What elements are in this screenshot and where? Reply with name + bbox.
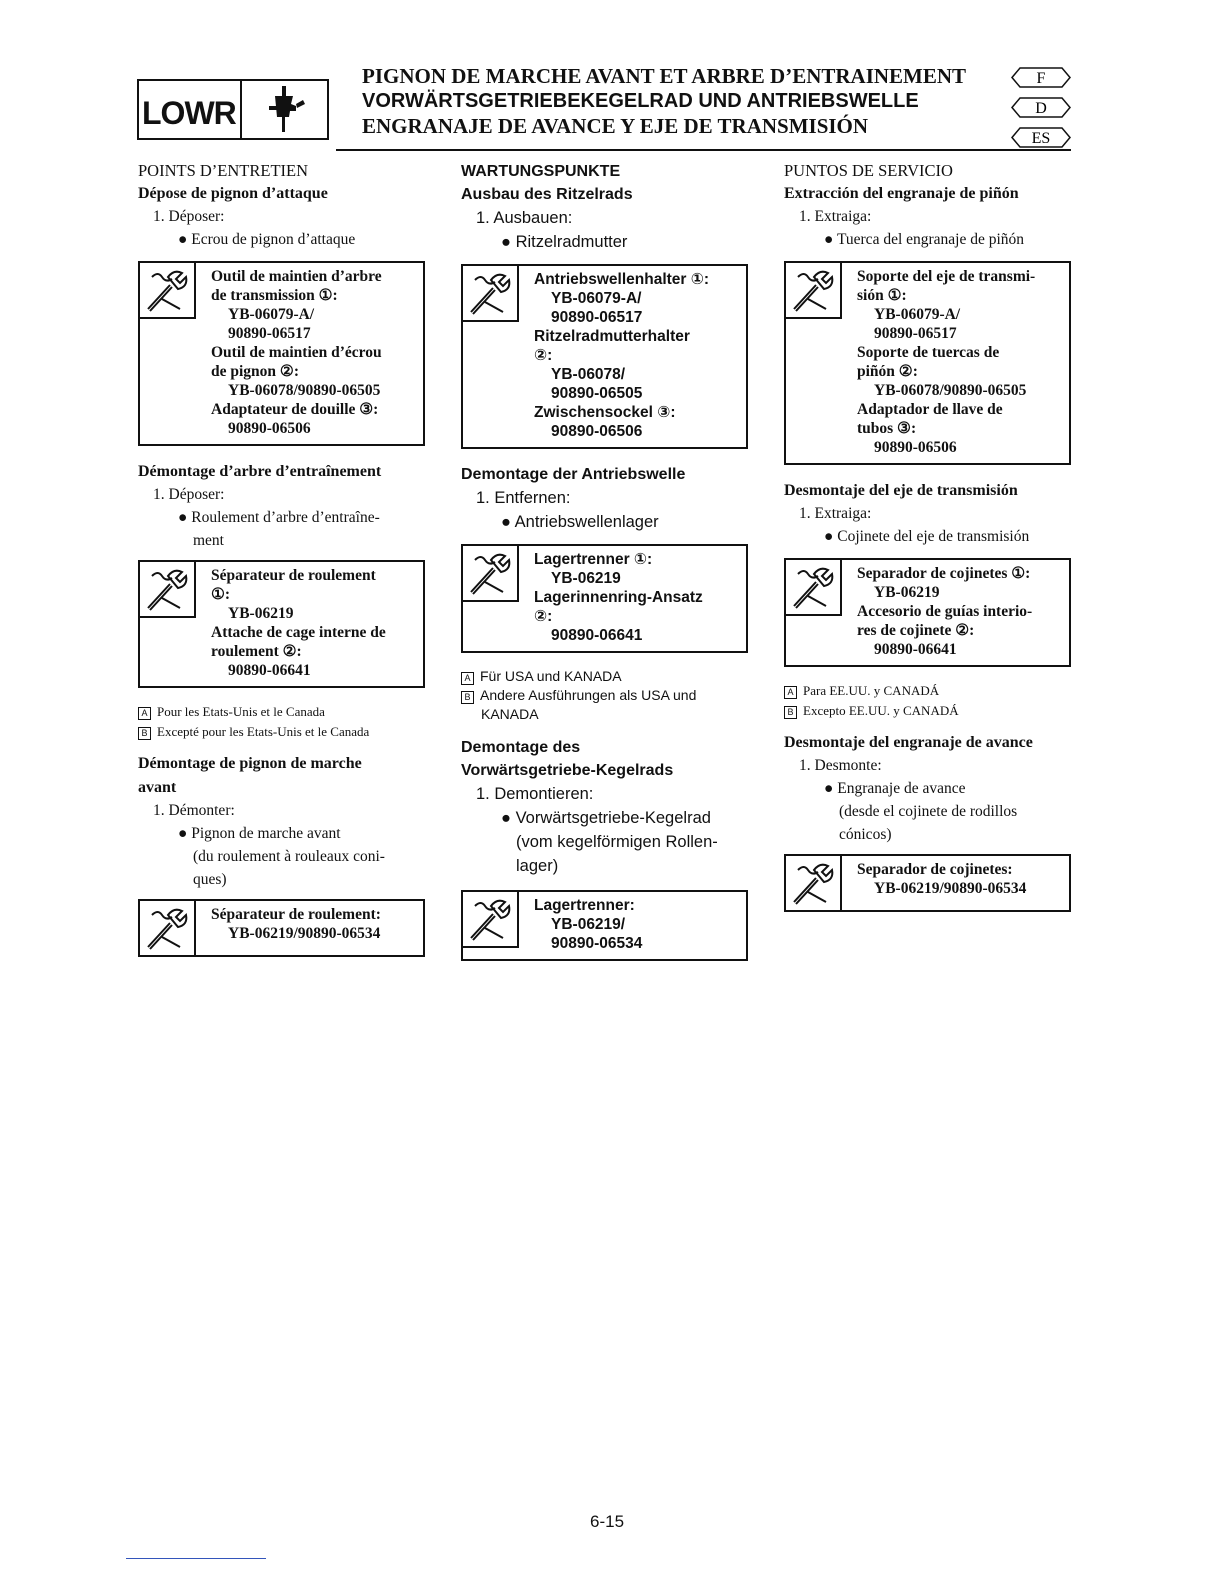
note-mark-a: A xyxy=(138,707,151,720)
tool-part-number: YB-06219/ xyxy=(551,916,626,933)
note-mark-b: B xyxy=(138,727,151,740)
step: 1. Entfernen: xyxy=(476,489,571,507)
tool-part-number: YB-06219/90890-06534 xyxy=(228,925,381,942)
tool-text: Soporte de tuercas de xyxy=(857,344,1000,361)
tool-text: piñón ②: xyxy=(857,363,918,380)
tool-part-number: YB-06219/90890-06534 xyxy=(874,880,1027,897)
tool-part-number: YB-06078/ xyxy=(551,366,626,383)
note-mark-a: A xyxy=(784,686,797,699)
lang-badge-es-label: ES xyxy=(1031,130,1051,147)
note-b: B Excepto EE.UU. y CANADÁ xyxy=(784,701,1074,721)
note-a: A Für USA und KANADA xyxy=(461,667,751,686)
header-rule xyxy=(336,149,1071,151)
tool-part-number: 90890-06641 xyxy=(228,662,311,679)
tool-part-number: YB-06219 xyxy=(874,584,940,601)
note-b: B Andere Ausführungen als USA und xyxy=(461,686,751,705)
tool-part-number: YB-06079-A/ xyxy=(874,306,961,323)
wrench-tool-icon xyxy=(786,263,842,319)
tool-text: ①: xyxy=(211,586,231,603)
note-a: A Pour les Etats-Unis et le Canada xyxy=(138,702,428,722)
wrench-tool-icon xyxy=(786,856,842,912)
tool-part-number: 90890-06641 xyxy=(551,627,643,644)
tool-part-number: YB-06078/90890-06505 xyxy=(874,382,1027,399)
tool-text: de pignon ②: xyxy=(211,363,299,380)
tool-text: Outil de maintien d’arbre xyxy=(211,268,382,285)
column-spanish xyxy=(784,160,1074,926)
tool-part-number: 90890-06517 xyxy=(551,309,643,326)
section-badge xyxy=(137,79,329,140)
section-heading: Démontage de pignon de marche avant xyxy=(138,755,362,796)
tool-text: tubos ③: xyxy=(857,420,917,437)
tool-text: Separador de cojinetes: xyxy=(857,861,1013,878)
step: 1. Extraiga: xyxy=(799,505,872,522)
special-tool-box xyxy=(784,854,1071,912)
notes xyxy=(138,702,428,742)
tool-part-number: YB-06219 xyxy=(228,605,294,622)
tool-text: Separador de cojinetes ①: xyxy=(857,565,1031,582)
notes xyxy=(461,667,751,724)
section-code: LOWR xyxy=(139,81,242,138)
bullet-item: ● Pignon de marche avant (du roulement à rouleaux coni- ques) xyxy=(178,825,385,888)
tool-text: Lagertrenner ①: xyxy=(534,551,653,568)
special-tool-box xyxy=(784,558,1071,667)
tool-text: ②: xyxy=(534,608,553,625)
title-de: VORWÄRTSGETRIEBEKEGELRAD UND ANTRIEBSWELLE xyxy=(362,90,919,112)
points-heading: POINTS D’ENTRETIEN xyxy=(138,161,309,180)
tool-text: Séparateur de roulement: xyxy=(211,906,381,923)
note-mark-a: A xyxy=(461,672,474,685)
outboard-motor-icon xyxy=(242,81,327,138)
special-tool-box xyxy=(138,899,425,957)
points-heading: PUNTOS DE SERVICIO xyxy=(784,161,953,180)
tool-part-number: 90890-06506 xyxy=(551,423,643,440)
column-german xyxy=(461,160,751,975)
section-heading: Desmontaje del engranaje de avance xyxy=(784,734,1033,751)
lang-badge-d-label: D xyxy=(1035,100,1047,117)
wrench-tool-icon xyxy=(140,901,196,957)
special-tool-box xyxy=(138,261,425,446)
section-heading: Extracción del engranaje de piñón xyxy=(784,185,1019,202)
tool-text: de transmission ①: xyxy=(211,287,338,304)
tool-text: Antriebswellenhalter ①: xyxy=(534,271,710,288)
tool-text: Séparateur de roulement xyxy=(211,567,376,584)
tool-text: Outil de maintien d’écrou xyxy=(211,344,382,361)
tool-text: ②: xyxy=(534,347,553,364)
tool-text: Ritzelradmutterhalter xyxy=(534,328,690,345)
tool-part-number: YB-06219 xyxy=(551,570,621,587)
tool-text: Zwischensockel ③: xyxy=(534,404,676,421)
note-mark-b: B xyxy=(461,691,474,704)
tool-part-number: 90890-06534 xyxy=(551,935,643,952)
bullet-item: ● Roulement d’arbre d’entraîne- ment xyxy=(178,509,380,549)
points-heading: WARTUNGSPUNKTE xyxy=(461,163,621,180)
section-heading: Démontage d’arbre d’entraînement xyxy=(138,463,382,480)
tool-text: Attache de cage interne de xyxy=(211,624,386,641)
tool-part-number: 90890-06517 xyxy=(874,325,957,342)
language-badges xyxy=(1010,66,1070,156)
note-b: B Excepté pour les Etats-Unis et le Canada xyxy=(138,722,428,742)
special-tool-box xyxy=(138,560,425,688)
wrench-tool-icon xyxy=(140,562,196,618)
wrench-tool-icon xyxy=(140,263,196,319)
step: 1. Ausbauen: xyxy=(476,209,573,227)
tool-part-number: 90890-06505 xyxy=(551,385,643,402)
tool-text: Adaptateur de douille ③: xyxy=(211,401,379,418)
bullet-item: ● Ecrou de pignon d’attaque xyxy=(178,231,356,248)
bullet-item: ● Ritzelradmutter xyxy=(501,233,628,251)
step: 1. Déposer: xyxy=(153,486,225,503)
tool-text: Lagertrenner: xyxy=(534,897,635,914)
tool-text: Adaptador de llave de xyxy=(857,401,1003,418)
tool-text: Accesorio de guías interio- xyxy=(857,603,1033,620)
page-titles xyxy=(362,64,982,139)
special-tool-box xyxy=(461,544,748,653)
lang-badge-d xyxy=(1010,96,1072,119)
step: 1. Extraiga: xyxy=(799,208,872,225)
tool-part-number: 90890-06641 xyxy=(874,641,957,658)
tool-part-number: YB-06078/90890-06505 xyxy=(228,382,381,399)
tool-text: Soporte del eje de transmi- xyxy=(857,268,1036,285)
lang-badge-f xyxy=(1010,66,1072,89)
footer-line xyxy=(126,1558,266,1559)
special-tool-box xyxy=(784,261,1071,465)
bullet-item: ● Vorwärtsgetriebe-Kegelrad (vom kegelförmigen Rollen- lager) xyxy=(501,809,718,875)
note-mark-b: B xyxy=(784,706,797,719)
tool-part-number: 90890-06506 xyxy=(228,420,311,437)
note-a: A Para EE.UU. y CANADÁ xyxy=(784,681,1074,701)
wrench-tool-icon xyxy=(463,546,519,602)
notes xyxy=(784,681,1074,721)
tool-text: res de cojinete ②: xyxy=(857,622,975,639)
section-heading: Demontage des Vorwärtsgetriebe-Kegelrads xyxy=(461,739,674,779)
step: 1. Desmonte: xyxy=(799,757,882,774)
bullet-item: ● Antriebswellenlager xyxy=(501,513,659,531)
tool-text: Lagerinnenring-Ansatz xyxy=(534,589,703,606)
bullet-item: ● Tuerca del engranaje de piñón xyxy=(824,231,1025,248)
bullet-item: ● Cojinete del eje de transmisión xyxy=(824,528,1030,545)
lang-badge-f-label: F xyxy=(1036,70,1046,87)
step: 1. Demontieren: xyxy=(476,785,594,803)
tool-text: sión ①: xyxy=(857,287,907,304)
page-number: 6-15 xyxy=(590,1512,625,1531)
section-heading: Dépose de pignon d’attaque xyxy=(138,185,328,202)
note-b-continued: KANADA xyxy=(481,706,539,722)
title-fr: PIGNON DE MARCHE AVANT ET ARBRE D’ENTRAINEMENT xyxy=(362,64,967,88)
special-tool-box xyxy=(461,890,748,961)
special-tool-box xyxy=(461,264,748,449)
tool-part-number: 90890-06517 xyxy=(228,325,311,342)
wrench-tool-icon xyxy=(786,560,842,616)
section-heading: Desmontaje del eje de transmisión xyxy=(784,482,1018,499)
title-es: ENGRANAJE DE AVANCE Y EJE DE TRANSMISIÓN xyxy=(362,114,869,138)
tool-text: roulement ②: xyxy=(211,643,302,660)
column-french xyxy=(138,160,428,971)
tool-part-number: YB-06079-A/ xyxy=(228,306,315,323)
step: 1. Démonter: xyxy=(153,802,235,819)
lang-badge-es xyxy=(1010,126,1072,149)
step: 1. Déposer: xyxy=(153,208,225,225)
tool-part-number: 90890-06506 xyxy=(874,439,957,456)
section-heading: Ausbau des Ritzelrads xyxy=(461,186,633,203)
bullet-item: ● Engranaje de avance (desde el cojinete de rodillos cónicos) xyxy=(824,780,1018,843)
tool-part-number: YB-06079-A/ xyxy=(551,290,642,307)
wrench-tool-icon xyxy=(463,892,519,948)
wrench-tool-icon xyxy=(463,266,519,322)
section-heading: Demontage der Antriebswelle xyxy=(461,466,686,483)
